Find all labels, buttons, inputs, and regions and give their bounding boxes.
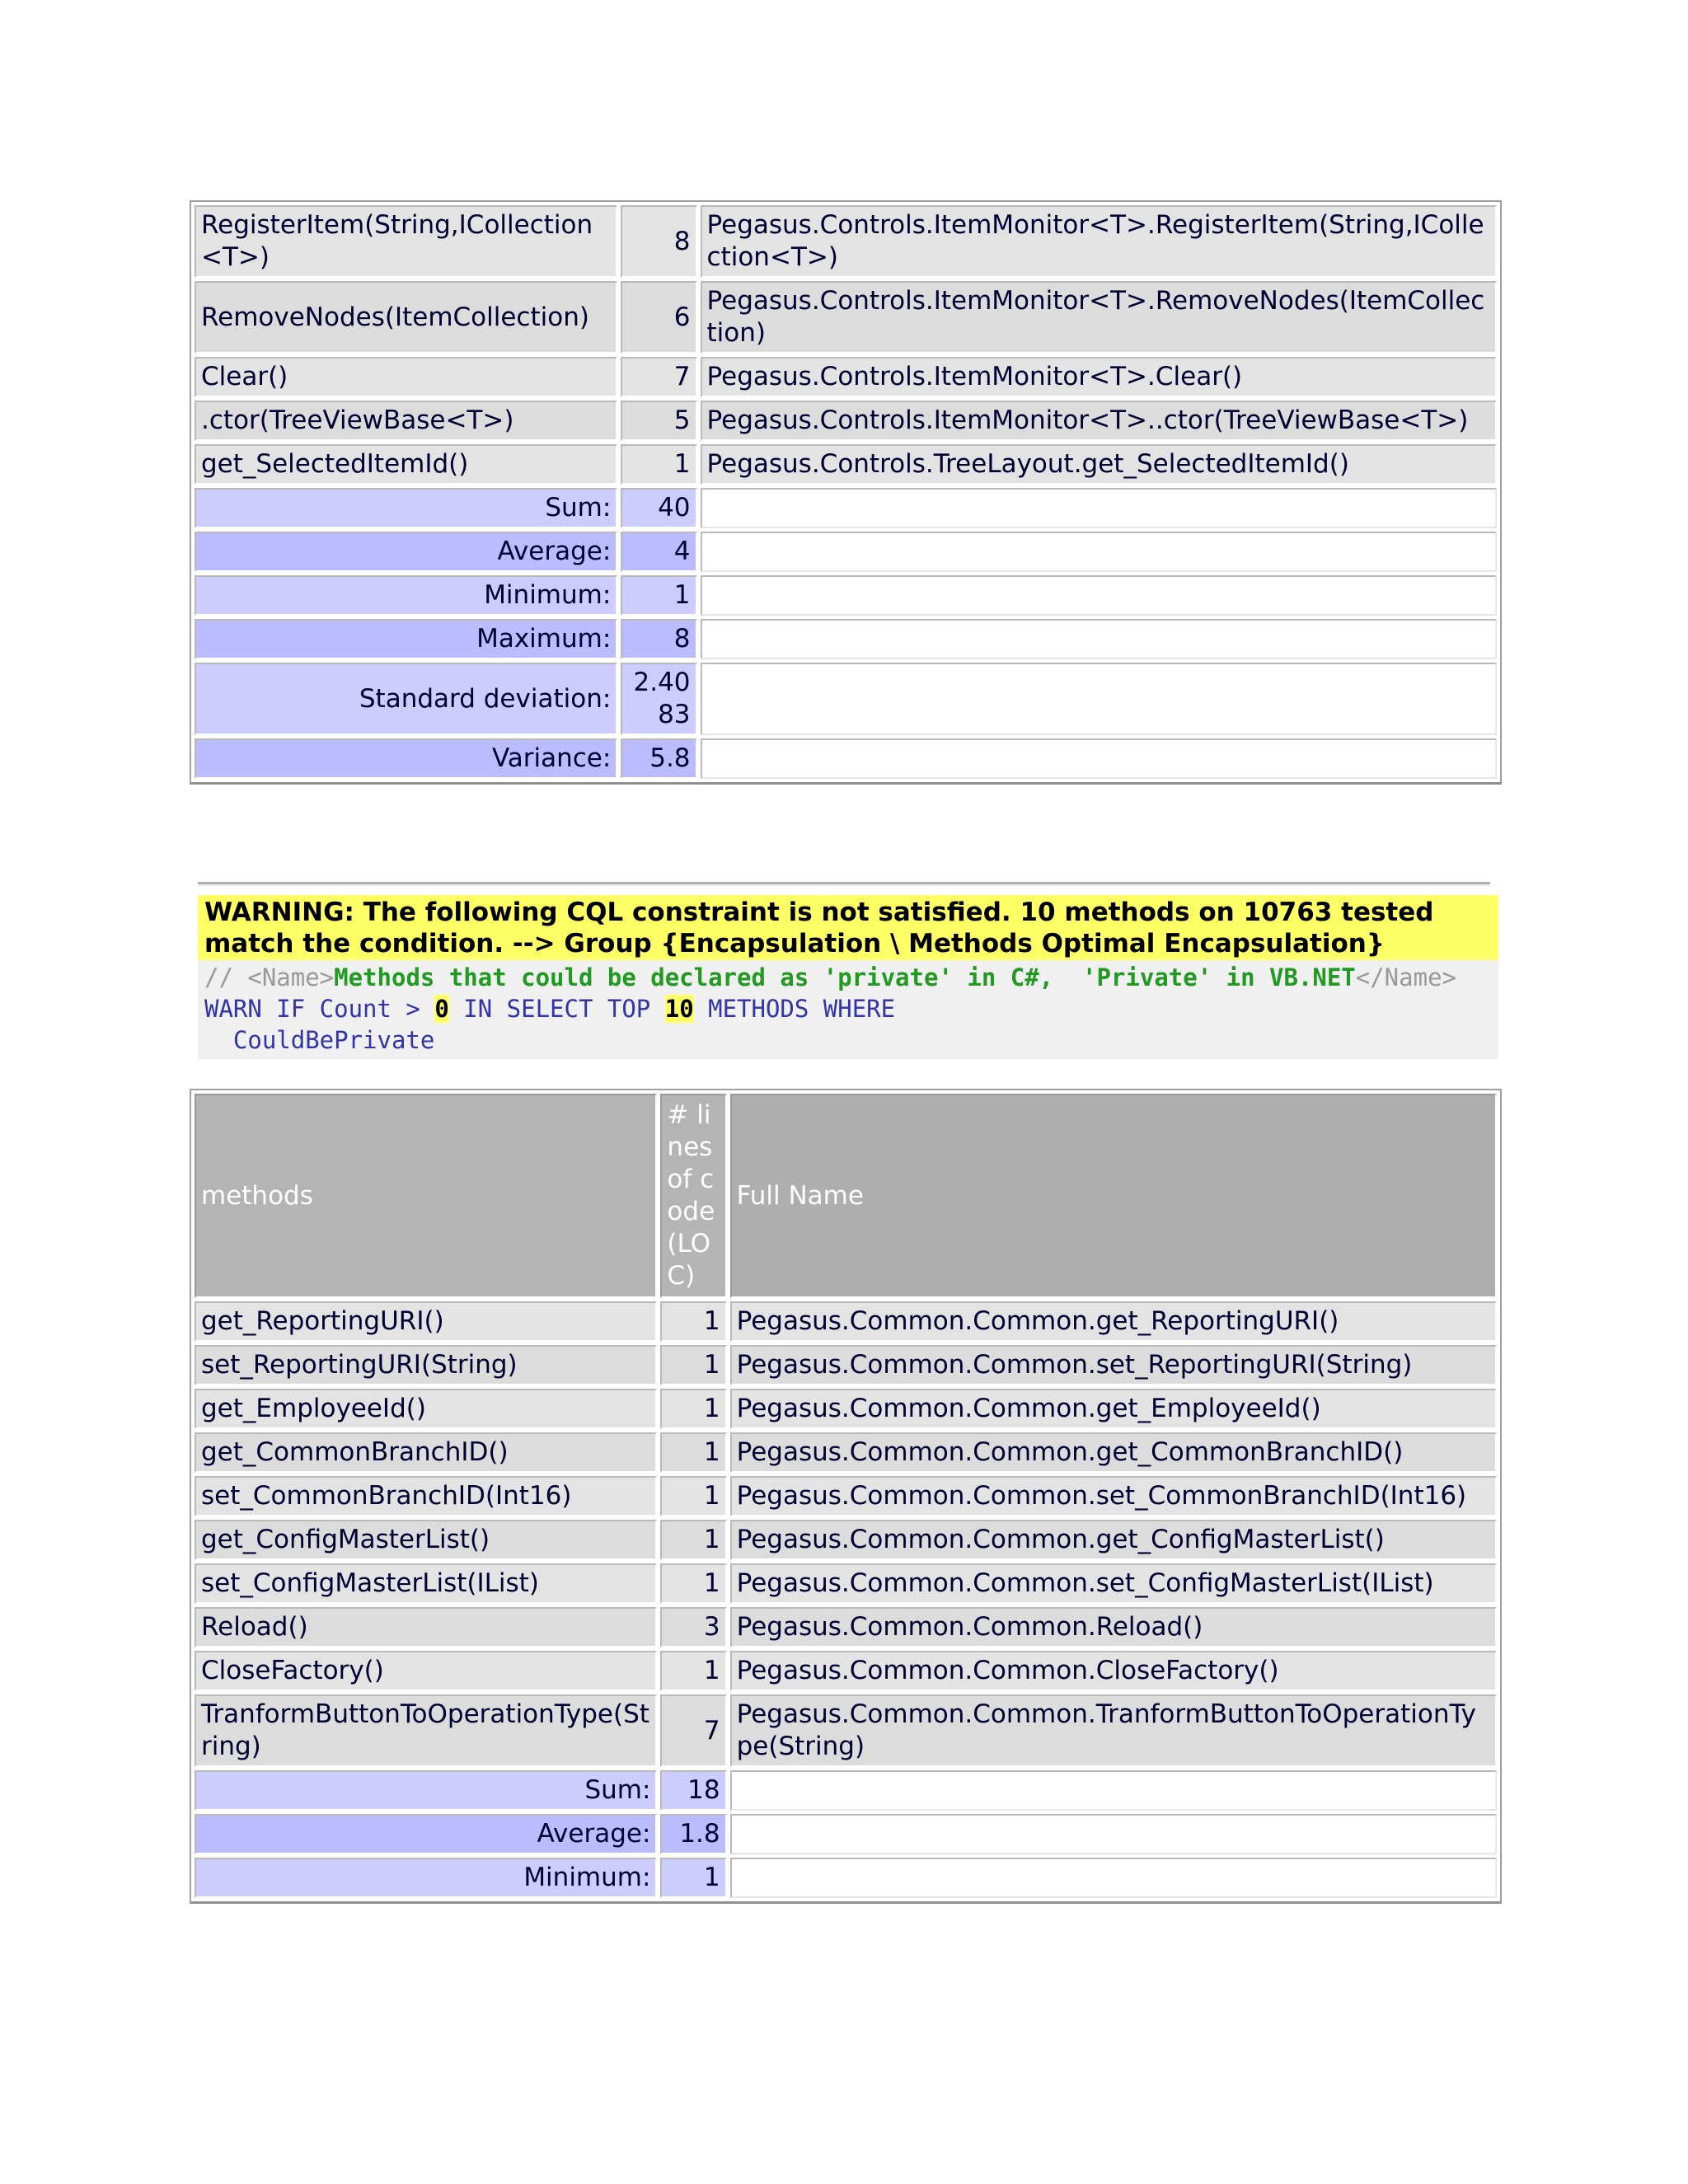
method-cell: set_CommonBranchID(Int16): [195, 1476, 657, 1516]
cql-count-value: 0: [434, 995, 449, 1023]
stat-label: Standard deviation:: [195, 663, 617, 735]
full-name-cell: Pegasus.Controls.ItemMonitor<T>.RegisterItem(String,ICollection<T>): [701, 205, 1497, 278]
stat-label: Minimum:: [195, 575, 617, 616]
method-cell: get_ConfigMasterList(): [195, 1520, 657, 1560]
full-name-cell: Pegasus.Common.Common.Reload(): [730, 1607, 1497, 1647]
stat-value: 1: [621, 575, 696, 616]
loc-cell: 7: [660, 1694, 726, 1767]
table-header-row: [195, 1094, 1497, 1298]
stat-value: 4: [621, 532, 696, 572]
method-cell: get_CommonBranchID(): [195, 1432, 657, 1473]
loc-cell: 5: [621, 401, 696, 441]
loc-cell: 1: [660, 1476, 726, 1516]
stat-value: 40: [621, 488, 696, 528]
stat-value: 18: [660, 1770, 726, 1811]
table-row: [195, 1345, 1497, 1385]
full-name-cell: Pegasus.Common.Common.get_EmployeeId(): [730, 1389, 1497, 1429]
stats-row: [195, 488, 1497, 528]
cql-comment-open: // <Name>: [204, 963, 335, 991]
stat-value: 8: [621, 619, 696, 659]
table-row: [195, 1432, 1497, 1473]
full-name-cell: Pegasus.Controls.ItemMonitor<T>.RemoveNodes(ItemCollection): [701, 281, 1497, 354]
stats-row: [195, 619, 1497, 659]
table-row: [195, 1651, 1497, 1691]
stat-empty-cell: [701, 619, 1497, 659]
stat-label: Maximum:: [195, 619, 617, 659]
loc-cell: 1: [660, 1563, 726, 1604]
section-divider: [198, 882, 1490, 886]
table-row: [195, 205, 1497, 278]
stats-row: [195, 1770, 1497, 1811]
stat-empty-cell: [701, 738, 1497, 779]
loc-cell: 1: [621, 444, 696, 485]
header-loc[interactable]: # lines of code (LOC): [660, 1094, 726, 1298]
stats-row: [195, 1814, 1497, 1854]
header-full-name[interactable]: Full Name: [730, 1094, 1497, 1298]
method-cell: RegisterItem(String,ICollection<T>): [195, 205, 617, 278]
full-name-cell: Pegasus.Common.Common.TranformButtonToOperationType(String): [730, 1694, 1497, 1767]
full-name-cell: Pegasus.Common.Common.get_CommonBranchID(): [730, 1432, 1497, 1473]
loc-cell: 6: [621, 281, 696, 354]
cql-warning-banner: [198, 895, 1498, 963]
table-row: [195, 1301, 1497, 1342]
stat-value: 5.8: [621, 738, 696, 779]
cql-select-clause: IN SELECT TOP: [448, 995, 665, 1023]
loc-cell: 7: [621, 357, 696, 397]
full-name-cell: Pegasus.Common.Common.set_ConfigMasterList(IList): [730, 1563, 1497, 1604]
stat-label: Average:: [195, 532, 617, 572]
full-name-cell: Pegasus.Common.Common.CloseFactory(): [730, 1651, 1497, 1691]
method-cell: TranformButtonToOperationType(String): [195, 1694, 657, 1767]
stat-value: 1.8: [660, 1814, 726, 1854]
loc-cell: 1: [660, 1520, 726, 1560]
table-row: [195, 1389, 1497, 1429]
header-methods[interactable]: methods: [195, 1094, 657, 1298]
table-row: [195, 357, 1497, 397]
full-name-cell: Pegasus.Common.Common.set_CommonBranchID(Int16): [730, 1476, 1497, 1516]
method-cell: set_ConfigMasterList(IList): [195, 1563, 657, 1604]
stats-row: [195, 738, 1497, 779]
loc-cell: 1: [660, 1432, 726, 1473]
method-cell: Clear(): [195, 357, 617, 397]
stats-row: [195, 1858, 1497, 1898]
method-cell: CloseFactory(): [195, 1651, 657, 1691]
stat-empty-cell: [701, 488, 1497, 528]
stat-label: Minimum:: [195, 1858, 657, 1898]
warning-text: WARNING: The following CQL constraint is not satisfied. 10 methods on 10763 tested match the condition. --> Group {Encapsulation \ Methods Optimal Encapsulation}: [204, 898, 1434, 958]
stat-label: Sum:: [195, 488, 617, 528]
method-cell: get_ReportingURI(): [195, 1301, 657, 1342]
stat-value: 1: [660, 1858, 726, 1898]
full-name-cell: Pegasus.Controls.TreeLayout.get_SelectedItemId(): [701, 444, 1497, 485]
loc-cell: 1: [660, 1389, 726, 1429]
stat-empty-cell: [730, 1814, 1497, 1854]
cql-methods-where: METHODS WHERE: [693, 995, 896, 1023]
cql-top-value: 10: [664, 995, 694, 1023]
cql-warn-clause: WARN IF Count >: [204, 995, 435, 1023]
stat-label: Sum:: [195, 1770, 657, 1811]
full-name-cell: Pegasus.Controls.ItemMonitor<T>.Clear(): [701, 357, 1497, 397]
cql-rule-name: Methods that could be declared as 'private' in C#, 'Private' in VB.NET: [334, 963, 1356, 991]
cql-condition: CouldBePrivate: [204, 1026, 435, 1054]
table-row: [195, 1607, 1497, 1647]
cql-comment-close: </Name>: [1355, 963, 1456, 991]
table-row: [195, 1694, 1497, 1767]
table-row: [195, 1563, 1497, 1604]
method-cell: set_ReportingURI(String): [195, 1345, 657, 1385]
stats-row: [195, 575, 1497, 616]
method-cell: Reload(): [195, 1607, 657, 1647]
full-name-cell: Pegasus.Common.Common.get_ConfigMasterList(): [730, 1520, 1497, 1560]
loc-cell: 1: [660, 1345, 726, 1385]
stat-empty-cell: [730, 1770, 1497, 1811]
loc-cell: 8: [621, 205, 696, 278]
stats-row: [195, 663, 1497, 735]
loc-cell: 3: [660, 1607, 726, 1647]
method-cell: .ctor(TreeViewBase<T>): [195, 401, 617, 441]
table-row: [195, 444, 1497, 485]
methods-table-1: [190, 200, 1502, 785]
stat-value: 2.4083: [621, 663, 696, 735]
table-row: [195, 281, 1497, 354]
cql-query-block: [198, 960, 1498, 1059]
stat-empty-cell: [730, 1858, 1497, 1898]
stat-empty-cell: [701, 575, 1497, 616]
stat-empty-cell: [701, 663, 1497, 735]
full-name-cell: Pegasus.Common.Common.set_ReportingURI(String): [730, 1345, 1497, 1385]
table-row: [195, 1520, 1497, 1560]
loc-cell: 1: [660, 1301, 726, 1342]
method-cell: RemoveNodes(ItemCollection): [195, 281, 617, 354]
full-name-cell: Pegasus.Controls.ItemMonitor<T>..ctor(TreeViewBase<T>): [701, 401, 1497, 441]
stat-label: Average:: [195, 1814, 657, 1854]
loc-cell: 1: [660, 1651, 726, 1691]
table-row: [195, 401, 1497, 441]
methods-table-2: [190, 1089, 1502, 1904]
stat-label: Variance:: [195, 738, 617, 779]
table-row: [195, 1476, 1497, 1516]
method-cell: get_EmployeeId(): [195, 1389, 657, 1429]
stat-empty-cell: [701, 532, 1497, 572]
method-cell: get_SelectedItemId(): [195, 444, 617, 485]
full-name-cell: Pegasus.Common.Common.get_ReportingURI(): [730, 1301, 1497, 1342]
stats-row: [195, 532, 1497, 572]
